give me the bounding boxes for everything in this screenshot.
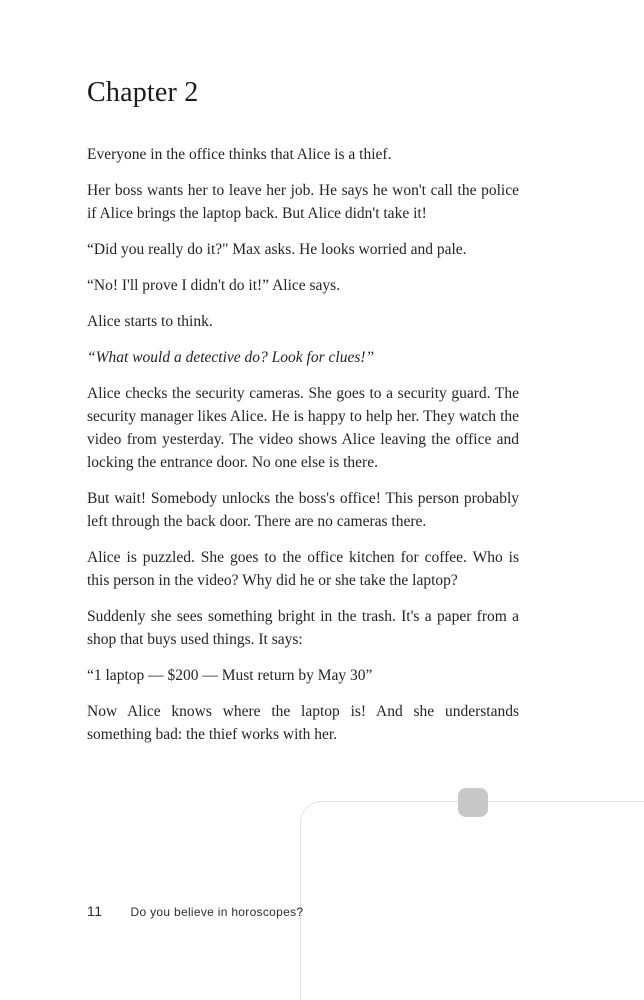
paragraph: Alice starts to think.	[87, 313, 213, 330]
paragraph: Alice checks the security cameras. She goes to a security guard. The security manager likes Alice. He is happy to help her. They watch the video from yesterday. The video shows Alice leaving the office and locking the entrance door. No one else is there.	[87, 385, 519, 471]
paragraph: Suddenly she sees something bright in the trash. It's a paper from a shop that buys used things. It says:	[87, 608, 519, 648]
paragraph: Her boss wants her to leave her job. He says he won't call the police if Alice brings the laptop back. But Alice didn't take it!	[87, 182, 519, 222]
paragraph: “What would a detective do? Look for clues!”	[87, 349, 375, 366]
paragraph: “No! I'll prove I didn't do it!” Alice says.	[87, 277, 341, 294]
paragraph-list	[87, 143, 519, 746]
paragraph: Now Alice knows where the laptop is! And she understands something bad: the thief works with her.	[87, 703, 519, 743]
running-title: Do you believe in horoscopes?	[130, 905, 304, 919]
paragraph: But wait! Somebody unlocks the boss's office! This person probably left through the back door. There are no cameras there.	[87, 490, 519, 530]
paragraph: Everyone in the office thinks that Alice is a thief.	[87, 146, 392, 163]
drag-handle-icon[interactable]	[458, 788, 488, 817]
paragraph: “Did you really do it?" Max asks. He looks worried and pale.	[87, 241, 467, 258]
next-page-card-outline	[300, 801, 644, 1000]
paragraph: Alice is puzzled. She goes to the office kitchen for coffee. Who is this person in the video? Why did he or she take the laptop?	[87, 549, 519, 589]
footer	[87, 903, 303, 919]
chapter-title: Chapter 2	[87, 77, 199, 108]
paragraph: “1 laptop — $200 — Must return by May 30”	[87, 667, 373, 684]
page-number: 11	[87, 903, 103, 919]
